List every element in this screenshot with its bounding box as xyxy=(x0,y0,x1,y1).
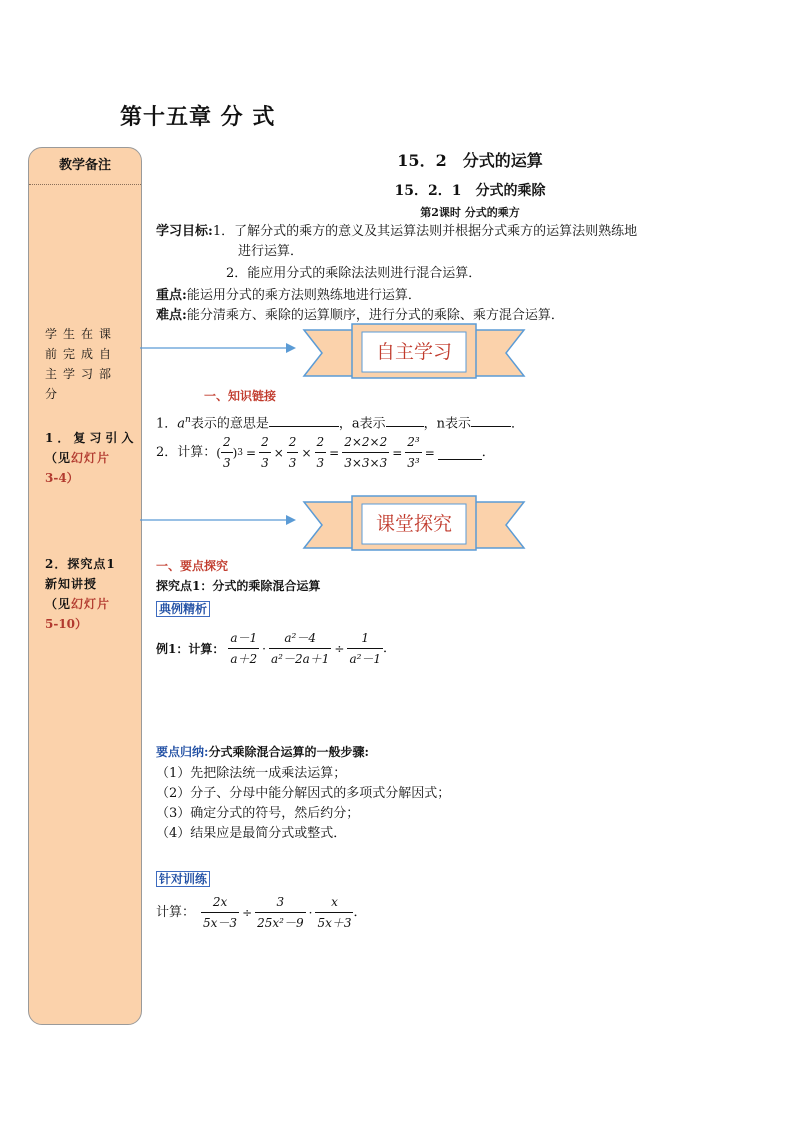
q1-base: a xyxy=(177,416,186,432)
note-review-text: 1．复习引入 xyxy=(45,431,138,445)
knowledge-q2 xyxy=(156,432,495,473)
pr-divide: ÷ xyxy=(242,905,253,920)
q1-prefix: 1． xyxy=(156,416,178,432)
summary-line xyxy=(156,742,369,762)
q2-eq-1: = xyxy=(246,445,257,460)
key-point xyxy=(156,286,421,306)
banner-self-study xyxy=(302,322,526,384)
goals-label: 学习目标: xyxy=(156,224,213,239)
knowledge-heading: 一、知识链接 xyxy=(204,389,277,403)
example-1-label: 例1：计算： xyxy=(156,641,225,656)
note-explore xyxy=(45,554,116,634)
note-review-slides: 幻灯片 xyxy=(71,451,111,465)
step-2: （2）分子、分母中能分解因式的多项式分解因式； xyxy=(156,786,451,801)
goal-2: 2．能应用分式的乘除法法则进行混合运算． xyxy=(226,266,482,281)
q1-end: ． xyxy=(511,416,525,432)
pr-end: ． xyxy=(353,904,367,920)
q2-exponent: 3 xyxy=(237,447,244,458)
note-explore-text: 2．探究点1 xyxy=(45,557,116,571)
note-explore-text2: 新知讲授 xyxy=(45,577,98,591)
ex1-divide: ÷ xyxy=(334,641,345,656)
banner-class-explore xyxy=(302,494,526,556)
q1-mid: 表示的意思是 xyxy=(190,416,269,432)
note-review-ref-open: （见 xyxy=(45,451,72,465)
q2-rparen: ) xyxy=(232,445,238,460)
q2-frac-1: $\frac{2}{3}$ xyxy=(221,432,233,473)
goal-1-continued: 进行运算． xyxy=(238,244,304,259)
ex1-end: ． xyxy=(383,640,397,656)
q2-eq-4: = xyxy=(424,445,435,460)
q1-exp: n xyxy=(185,415,191,425)
explore-point-1: 探究点1：分式的乘除混合运算 xyxy=(156,579,321,593)
teaching-notes-sidebar xyxy=(28,147,142,1025)
pr-frac-2: $\frac{3}{\text{25x²－9}}$ xyxy=(255,892,305,933)
ex1-frac-1: $\frac{a-1}{a+2}$ xyxy=(228,628,259,669)
ex1-dot: · xyxy=(262,641,266,656)
note-review xyxy=(45,428,137,488)
difficulty-text: 能分清乘方、乘除的运算顺序，进行分式的乘除、乘方混合运算． xyxy=(186,308,564,323)
note-review-pages: 3-4） xyxy=(45,471,79,485)
arrow-class-explore xyxy=(140,512,300,528)
ex1-frac-2: $\frac{\text{a²－4}}{\text{a²－2a＋1}}$ xyxy=(269,628,331,669)
arrow-self-study xyxy=(140,340,300,356)
lesson-title: 第2课时 分式的乘方 xyxy=(420,206,520,219)
goal-line-1 xyxy=(156,222,637,242)
step-1: （1）先把除法统一成乘法运算； xyxy=(156,766,347,781)
pr-frac-1: $\frac{2x}{5x-3}$ xyxy=(201,892,239,933)
key-text: 能运用分式的乘方法则熟练地进行运算． xyxy=(186,288,421,303)
banner-self-study-label: 自主学习 xyxy=(375,341,452,363)
practice-problem xyxy=(156,892,367,933)
q2-frac-4: $\frac{2}{3}$ xyxy=(315,432,327,473)
explore-heading: 一、要点探究 xyxy=(156,559,229,573)
banner-class-explore-label: 课堂探究 xyxy=(375,513,452,535)
q2-answer-blank[interactable] xyxy=(438,445,482,460)
q2-frac-5: $\frac{2\times 2\times 2}{3\times 3\times 3}$ xyxy=(342,432,389,473)
q1-n-text: ，n表示 xyxy=(423,416,471,432)
step-3: （3）确定分式的符号，然后约分； xyxy=(156,806,360,821)
q2-frac-2: $\frac{2}{3}$ xyxy=(259,432,271,473)
example-tag: 典例精析 xyxy=(156,598,210,617)
q2-frac-3: $\frac{2}{3}$ xyxy=(287,432,299,473)
q1-blank-meaning[interactable] xyxy=(269,412,339,427)
ex1-frac-3: $\frac{1}{\text{a²－1}}$ xyxy=(347,628,383,669)
q2-times-2: × xyxy=(301,445,312,460)
q1-blank-a[interactable] xyxy=(386,412,424,427)
q1-blank-n[interactable] xyxy=(471,412,511,427)
example-1 xyxy=(156,628,396,669)
q2-eq-2: = xyxy=(329,445,340,460)
goal-1-text: 1．了解分式的乘方的意义及其运算法则并根据分式乘方的运算法则熟练地 xyxy=(212,224,638,239)
section-title: 15．2 分式的运算 xyxy=(397,151,543,170)
q2-times-1: × xyxy=(273,445,284,460)
summary-label: 要点归纳: xyxy=(156,745,209,759)
summary-title: 分式乘除混合运算的一般步骤: xyxy=(208,745,369,759)
q2-eq-3: = xyxy=(392,445,403,460)
sidebar-header: 教学备注 xyxy=(29,148,141,185)
q2-prefix: 2．计算： xyxy=(156,444,217,460)
practice-label: 计算： xyxy=(156,904,196,920)
note-explore-pages: 5-10） xyxy=(45,617,88,631)
step-4: （4）结果应是最简分式或整式． xyxy=(156,826,347,841)
key-label: 重点: xyxy=(156,288,187,303)
note-explore-slides: 幻灯片 xyxy=(71,597,111,611)
q2-lparen: ( xyxy=(216,445,221,460)
chapter-title: 第十五章 分 式 xyxy=(120,104,276,130)
subsection-title: 15．2．1 分式的乘除 xyxy=(394,183,546,199)
q1-a-text: ，a表示 xyxy=(338,416,386,432)
self-study-note: 学生在课前完成自主学习部分 xyxy=(45,327,118,401)
q2-end: ． xyxy=(481,444,495,460)
note-explore-ref-open: （见 xyxy=(45,597,72,611)
difficulty-label: 难点: xyxy=(156,308,187,323)
knowledge-q1 xyxy=(156,410,524,434)
pr-frac-3: $\frac{x}{5x+3}$ xyxy=(315,892,353,933)
pr-dot: · xyxy=(308,905,313,920)
q2-frac-6: $\frac{\text{2³}}{\text{3³}}$ xyxy=(405,432,421,473)
practice-tag: 针对训练 xyxy=(156,868,210,887)
